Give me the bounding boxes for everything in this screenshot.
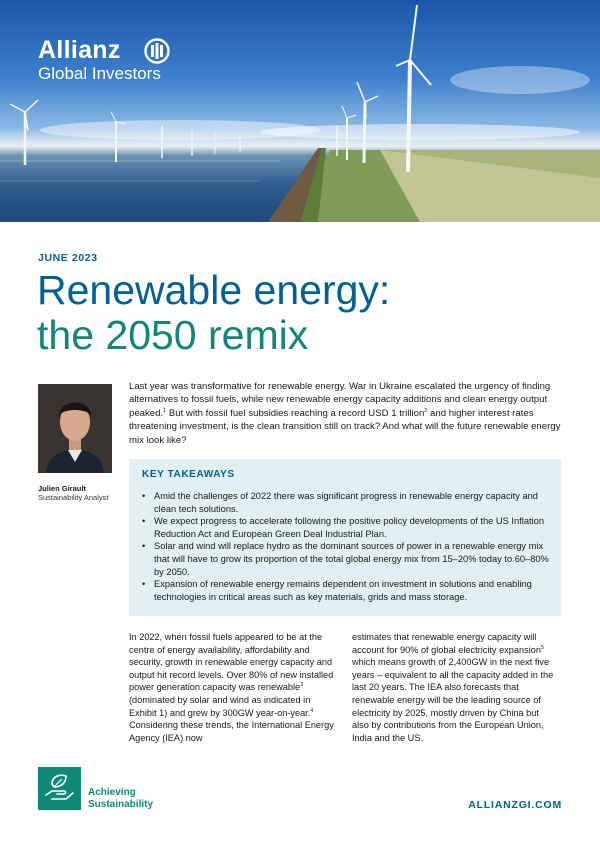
allianz-eagle-icon [144, 38, 170, 64]
tagline-line-1: Achieving [88, 787, 136, 798]
bullet: • [142, 579, 146, 590]
brand-logo[interactable] [38, 36, 161, 84]
sustainability-leaf-hand-icon [38, 767, 81, 810]
bullet: • [142, 541, 146, 552]
wind-farm-scene [0, 0, 600, 222]
list-item: • Expansion of renewable energy remains dependent on investment in solutions and enabling technologies in critical areas such as key materials, grids and mass storage. [142, 579, 532, 602]
body-column-left: In 2022, when fossil fuels appeared to be at the centre of energy availability, affordability and security, growth in renewable energy capacity and output hit record levels. Over 80% of new installed power generation capacity was renewable$^3$ (dominated by solar and wind as indicated in Exhibit 1) and grew by 300GW year-on-year.$^4$ Considering these trends, the International Energy Agency (IEA) now [129, 632, 334, 743]
author-portrait-icon [38, 384, 112, 473]
intro-paragraph: Last year was transformative for renewable energy. War in Ukraine escalated the urgency of finding alternatives to fossil fuels, while new renewable energy capacity additions and clean energy output peaked.$^1$ But with fossil fuel subsidies reaching a record USD 1 trillion$^2$ and higher interest rates threatening investment, is the clean transition still on track? And what will the future renewable energy mix look like? [129, 381, 561, 446]
key-takeaways-title: KEY TAKEAWAYS [142, 469, 235, 480]
publication-date: JUNE 2023 [38, 252, 98, 264]
key-takeaways-box [129, 459, 561, 616]
hero-image [0, 0, 600, 222]
list-item: • We expect progress to accelerate following the positive policy developments of the US Inflation Reduction Act and European Green Deal Industrial Plan. [142, 516, 544, 539]
tagline-line-2: Sustainability [88, 798, 154, 810]
author-photo [38, 384, 112, 473]
brand-subtitle: Global Investors [38, 64, 161, 83]
list-item: • Solar and wind will replace hydro as the dominant sources of power in a renewable energy mix that will have to grow its proportion of the total global energy mix from 15–20% today to 60–80% by 2050. [142, 541, 549, 577]
body-column-right: estimates that renewable energy capacity will account for 90% of global electricity expansion$^5$ which means growth of 2,400GW in the next five years – equivalent to all the capacity added in the last 20 years. The IEA also forecasts that renewable energy will be the leading source of electricity by 2025, mostly driven by China but also by contributions from the European Union, India and the US. [352, 632, 554, 743]
author-role: Sustainability Analyst [38, 493, 109, 502]
author-name: Julien Girault [38, 484, 86, 493]
sustainability-badge [38, 767, 81, 810]
page-title [37, 268, 390, 358]
title-line-1: Renewable energy: [37, 267, 391, 313]
title-line-2: the 2050 remix [37, 312, 309, 358]
bullet: • [142, 516, 146, 527]
brand-name: Allianz [38, 36, 121, 64]
key-takeaways-list [142, 490, 552, 603]
achieving-sustainability-tagline [88, 787, 153, 810]
bullet: • [142, 491, 146, 501]
website-link[interactable]: ALLIANZGI.COM [468, 799, 562, 811]
list-item: • Amid the challenges of 2022 there was significant progress in renewable energy capacity and clean tech solutions. [142, 491, 538, 514]
